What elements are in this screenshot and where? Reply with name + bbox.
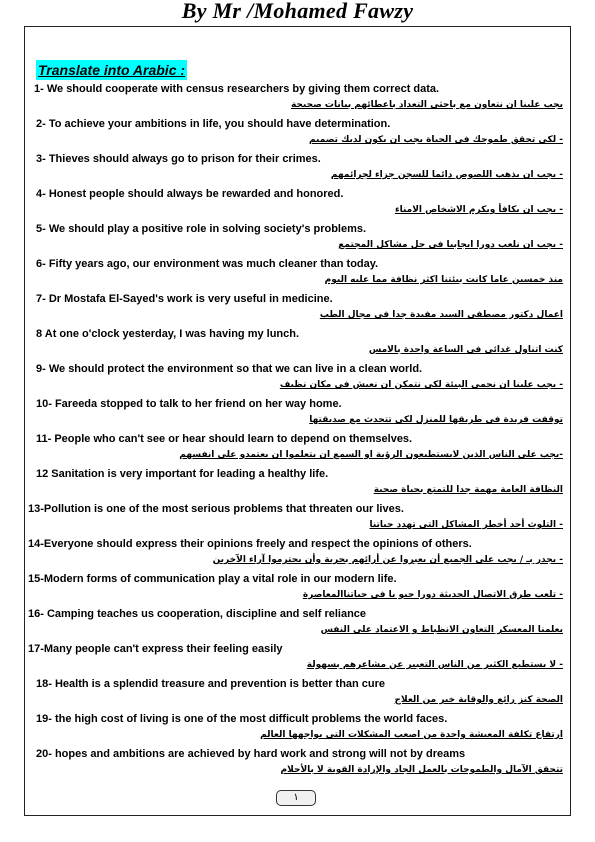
arabic-translation: منذ خمسين عاما كانت بيئتنا اكثر نظافة مما عليه اليوم [324,275,563,285]
list-item [26,501,569,536]
arabic-translation: - التلوث أحد أخطر المشاكل التى تهدد حياتنا [369,520,563,530]
english-sentence: 17-Many people can't express their feeling easily [28,643,283,655]
list-item [26,291,569,326]
english-sentence: 5- We should play a positive role in solving society's problems. [36,223,367,235]
arabic-translation: توقفت فريدة فى طريقها للمنزل لكى تتحدث مع صديقتها [309,415,563,425]
arabic-translation: كنت اتناول غدائى فى الساعة واحدة بالامس [368,345,563,355]
list-item [26,256,569,291]
list-item [26,221,569,256]
english-sentence: 18- Health is a splendid treasure and prevention is better than cure [36,678,386,690]
arabic-translation: تتحقق الآمال والطموحات بالعمل الجاد والإرادة القوية لا بالأحلام [280,765,563,775]
author-header: By Mr /Mohamed Fawzy [181,0,414,23]
english-sentence: 19- the high cost of living is one of the most difficult problems the world faces. [36,713,448,725]
english-sentence: 4- Honest people should always be rewarded and honored. [36,188,344,200]
english-sentence: 9- We should protect the environment so that we can live in a clean world. [36,363,423,375]
list-item [26,466,569,501]
list-item [26,641,569,676]
list-item [26,571,569,606]
list-item [26,326,569,361]
arabic-translation: يعلمنا المعسكر التعاون الانظباط و الاعتماد على النفس [320,625,563,635]
list-item [26,536,569,571]
arabic-translation: ارتفاع تكلفة المعيشة واحدة من اصعب المشكلات التى يواجهها العالم [260,730,563,740]
english-sentence: 13-Pollution is one of the most serious problems that threaten our lives. [28,503,404,515]
arabic-translation: -يجب على الناس الذين لايستطيعون الرؤية او السمع ان يتعلموا ان يعتمدو على انفسهم [179,450,563,460]
arabic-translation: - لا يستطيع الكثير من الناس التعبير عن مشاعرهم بسهولة [306,660,563,670]
arabic-translation: - يجدر بـ / يجب على الجميع أن يعبروا عن أرائهم بحرية وأن يحترموا آراء الآخرين [212,555,563,565]
arabic-translation: يجب علينا ان نتعاون مع باحثى التعداد باعطائهم بيانات صحيحة [290,100,563,110]
list-item [26,606,569,641]
english-sentence: 15-Modern forms of communication play a vital role in our modern life. [28,573,397,585]
arabic-translation: الصحة كنز رائع والوقاية خير من العلاج [394,695,563,705]
list-item [26,81,569,116]
english-sentence: 20- hopes and ambitions are achieved by hard work and strong will not by dreams [36,748,466,760]
list-item [26,361,569,396]
arabic-translation: - لكى تحقق طموحك فى الحياة يجب ان يكون لديك تصميم [308,135,563,145]
arabic-translation: - تلعب طرق الاتصال الحديثة دورا حيو يا فى حياتناالمعاصرة [302,590,563,600]
arabic-translation: - يجب ان نلعب دورا ايجابيا فى حل مشاكل المجتمع [338,240,563,250]
english-sentence: 14-Everyone should express their opinions freely and respect the opinions of others. [28,538,472,550]
arabic-translation: - يجب ان يكافأ ويكرم الاشخاص الامناء [395,205,563,215]
arabic-translation: - يجب علينا ان نحمى البيئة لكى نتمكن ان نعيش فى مكان نظيف [279,380,563,390]
english-sentence: 1- We should cooperate with census researchers by giving them correct data. [34,83,440,95]
english-sentence: 7- Dr Mostafa El-Sayed's work is very useful in medicine. [36,293,333,305]
list-item [26,151,569,186]
english-sentence: 3- Thieves should always go to prison for their crimes. [36,153,321,165]
english-sentence: 6- Fifty years ago, our environment was much cleaner than today. [36,258,379,270]
english-sentence: 2- To achieve your ambitions in life, you should have determination. [36,118,391,130]
sentence-list [26,81,569,781]
arabic-translation: اعمال دكتور مصطفى السيد مفيدة جدا فى مجال الطب [319,310,563,320]
arabic-translation: النظافة العامة مهمة جدا للتمتع بحياة صحية [373,485,563,495]
section-title: Translate into Arabic : [38,62,186,78]
english-sentence: 16- Camping teaches us cooperation, discipline and self reliance [28,608,367,620]
list-item [26,186,569,221]
list-item [26,711,569,746]
english-sentence: 11- People who can't see or hear should learn to depend on themselves. [36,433,413,445]
english-sentence: 10- Fareeda stopped to talk to her friend on her way home. [36,398,342,410]
list-item [26,396,569,431]
list-item [26,676,569,711]
list-item [26,746,569,781]
english-sentence: 8 At one o'clock yesterday, I was having my lunch. [36,328,300,340]
list-item [26,431,569,466]
page-number: ١ [276,790,316,806]
english-sentence: 12 Sanitation is very important for leading a healthy life. [36,468,329,480]
list-item [26,116,569,151]
arabic-translation: - يجب ان يذهب اللصوص دائما للسجن جزاء لجرائمهم [330,170,563,180]
